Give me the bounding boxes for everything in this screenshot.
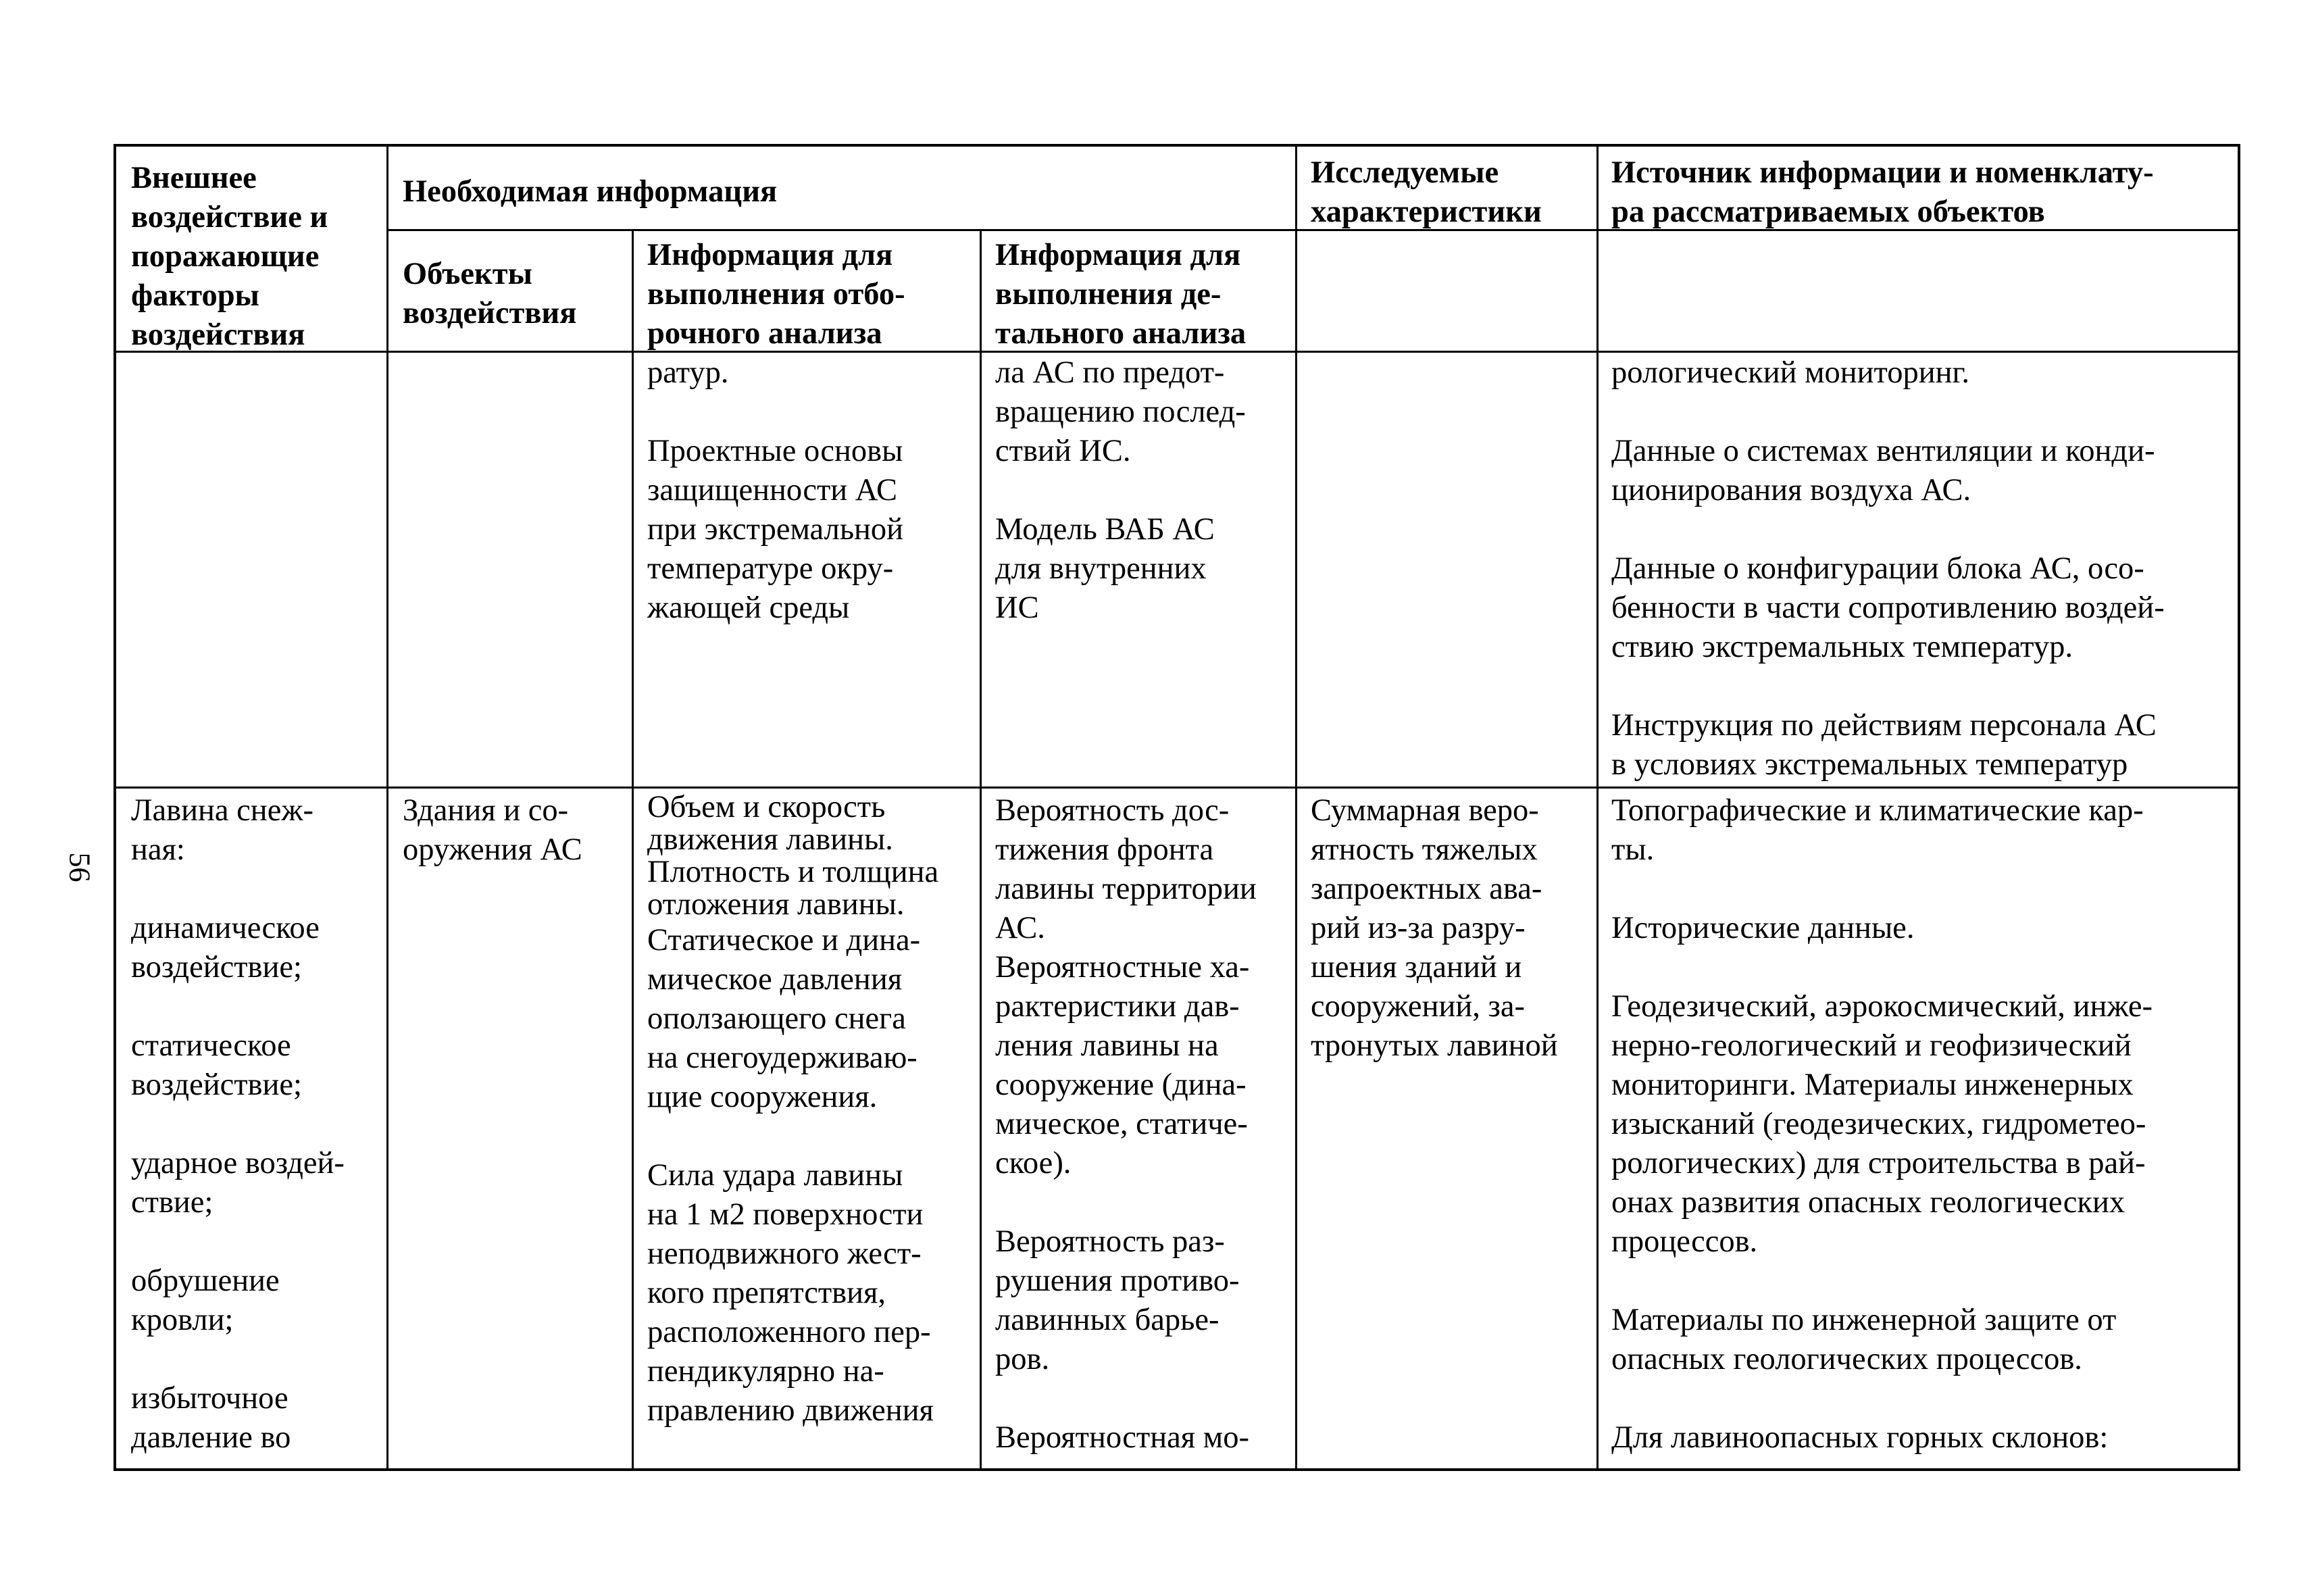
cell-text: мическое давления (647, 962, 903, 997)
cell-text: лавины территории (995, 872, 1257, 906)
cell-text: избыточное (131, 1381, 288, 1416)
header-text: поражающие (131, 239, 320, 274)
header-text: Информация для (995, 238, 1241, 272)
cell-text: лавинных барье- (995, 1303, 1219, 1337)
cell-text: рологический мониторинг. (1611, 355, 1969, 390)
cell-text: ствий ИС. (995, 434, 1131, 468)
cell-text: пендикулярно на- (647, 1354, 884, 1389)
cell-text: ское). (995, 1146, 1072, 1180)
cell-text: сооружение (дина- (995, 1068, 1247, 1102)
cell-text: рушения противо- (995, 1264, 1240, 1298)
row2-col6 (1611, 791, 2153, 1457)
row1-col4 (995, 353, 1246, 628)
cell-text: правлению движения (647, 1393, 934, 1428)
cell-text: кого препятствия, (647, 1276, 886, 1310)
header-col5 (1311, 153, 1542, 232)
cell-text: ционирования воздуха АС. (1611, 473, 1971, 507)
cell-text: Геодезический, аэрокосмический, инже- (1611, 989, 2153, 1024)
cell-text: шения зданий и (1311, 950, 1522, 984)
cell-text: неподвижного жест- (647, 1237, 922, 1271)
cell-text: ударное воздей- (131, 1146, 345, 1180)
header-text: Исследуемые (1311, 155, 1499, 190)
header-group-needed-info (403, 172, 777, 211)
header-text: рочного анализа (647, 316, 882, 351)
cell-text: Плотность и толщина (647, 855, 939, 889)
cell-text: ла АС по предот- (995, 355, 1225, 390)
cell-text: щие сооружения. (647, 1080, 878, 1114)
col-divider (980, 230, 982, 1471)
cell-text: рий из-за разру- (1311, 911, 1526, 945)
row2-col5 (1311, 791, 1558, 1066)
cell-text: опасных геологических процессов. (1611, 1342, 2082, 1376)
header-text: Информация для (647, 238, 893, 272)
cell-text: ИС (995, 591, 1039, 625)
cell-text: Проектные основы (647, 434, 903, 468)
cell-text: давление во (131, 1420, 291, 1455)
cell-text: процессов. (1611, 1224, 1758, 1259)
page-number: 56 (63, 852, 97, 882)
cell-text: оползающего снега (647, 1001, 906, 1036)
header-text: выполнения отбо- (647, 277, 905, 311)
cell-text: Объем и скорость (647, 790, 886, 824)
cell-text: Вероятность раз- (995, 1224, 1225, 1259)
header-col3 (647, 236, 905, 353)
cell-text: Вероятность дос- (995, 793, 1230, 828)
row2-col1 (131, 791, 345, 1457)
cell-text: в условиях экстремальных температур (1611, 747, 2128, 782)
cell-text: Данные о конфигурации блока АС, осо- (1611, 551, 2144, 586)
cell-text: Лавина снеж- (131, 793, 313, 828)
cell-text: статическое (131, 1028, 291, 1063)
cell-text: для внутренних (995, 551, 1207, 586)
cell-text: воздействие; (131, 1068, 302, 1102)
col-divider (1295, 147, 1297, 1471)
cell-text: ятность тяжелых (1311, 832, 1538, 867)
cell-text: вращению послед- (995, 395, 1246, 429)
cell-text: на снегоудерживаю- (647, 1041, 917, 1075)
cell-text: динамическое (131, 911, 320, 945)
row2-col3-cont (647, 921, 934, 1430)
cell-text: отложения лавины. (647, 887, 905, 922)
cell-text: при экстремальной (647, 512, 904, 547)
cell-text: изысканий (геодезических, гидрометео- (1611, 1107, 2146, 1141)
cell-text: Модель ВАБ АС (995, 512, 1215, 547)
row-divider (116, 787, 2240, 789)
header-text: тального анализа (995, 316, 1247, 351)
cell-text: ствию экстремальных температур. (1611, 630, 2073, 664)
cell-text: Вероятностные ха- (995, 950, 1250, 984)
col-divider (1596, 147, 1599, 1471)
cell-text: Статическое и дина- (647, 923, 921, 957)
header-text: воздействия (403, 296, 577, 330)
cell-text: тижения фронта (995, 832, 1214, 867)
header-col1 (131, 159, 328, 355)
cell-text: Исторические данные. (1611, 911, 1915, 945)
cell-text: движения лавины. (647, 822, 893, 857)
header-text: факторы (131, 278, 259, 313)
cell-text: Суммарная веро- (1311, 793, 1539, 828)
header-text: ра рассматриваемых объектов (1611, 195, 2045, 229)
col-divider (386, 147, 388, 1471)
row1-col3 (647, 353, 903, 628)
cell-text: жающей среды (647, 591, 850, 625)
cell-text: защищенности АС (647, 473, 898, 507)
cell-text: АС. (995, 911, 1045, 945)
cell-text: тронутых лавиной (1311, 1028, 1558, 1063)
header-text: Источник информации и номенклату- (1611, 155, 2154, 190)
cell-text: температуре окру- (647, 551, 894, 586)
cell-text: Материалы по инженерной защите от (1611, 1303, 2117, 1337)
cell-text: воздействие; (131, 950, 302, 984)
col-divider (632, 230, 634, 1471)
cell-text: Топографические и климатические кар- (1611, 793, 2144, 828)
cell-text: ная: (131, 832, 185, 867)
cell-text: расположенного пер- (647, 1315, 931, 1349)
row2-col3 (647, 791, 938, 921)
header-text: воздействия (131, 318, 305, 352)
cell-text: ления лавины на (995, 1028, 1219, 1063)
header-col6 (1611, 153, 2154, 232)
cell-text: оружения АС (403, 832, 582, 867)
cell-text: онах развития опасных геологических (1611, 1185, 2126, 1220)
header-text: характеристики (1311, 195, 1542, 229)
row2-col2 (403, 791, 582, 870)
cell-text: обрушение (131, 1264, 280, 1298)
cell-text: рактеристики дав- (995, 989, 1240, 1024)
cell-text: Здания и со- (403, 793, 569, 828)
cell-text: сооружений, за- (1311, 989, 1525, 1024)
header-text: выполнения де- (995, 277, 1222, 311)
cell-text: мическое, статиче- (995, 1107, 1248, 1141)
cell-text: ров. (995, 1342, 1050, 1376)
cell-text: нерно-геологический и геофизический (1611, 1028, 2132, 1063)
cell-text: запроектных ава- (1311, 872, 1542, 906)
header-text: Внешнее (131, 161, 257, 195)
cell-text: ствие; (131, 1185, 213, 1220)
cell-text: ты. (1611, 832, 1655, 867)
header-col4 (995, 236, 1246, 353)
cell-text: на 1 м2 поверхности (647, 1197, 924, 1232)
header-text: Необходимая информация (403, 174, 778, 209)
header-text: Объекты (403, 257, 532, 291)
cell-text: рологических) для строительства в рай- (1611, 1146, 2146, 1180)
cell-text: Для лавиноопасных горных склонов: (1611, 1420, 2109, 1455)
cell-text: ратур. (647, 355, 729, 390)
cell-text: Сила удара лавины (647, 1158, 903, 1193)
cell-text: мониторинги. Материалы инженерных (1611, 1068, 2134, 1102)
cell-text: Инструкция по действиям персонала АС (1611, 708, 2157, 743)
header-text: воздействие и (131, 200, 328, 234)
cell-text: Вероятностная мо- (995, 1420, 1249, 1455)
header-col2 (403, 255, 576, 333)
cell-text: кровли; (131, 1303, 234, 1337)
data-table (114, 144, 2240, 1471)
cell-text: Данные о системах вентиляции и конди- (1611, 434, 2155, 468)
row2-col4 (995, 791, 1257, 1457)
row1-col6 (1611, 353, 2165, 784)
cell-text: бенности в части сопротивлению воздей- (1611, 591, 2165, 625)
